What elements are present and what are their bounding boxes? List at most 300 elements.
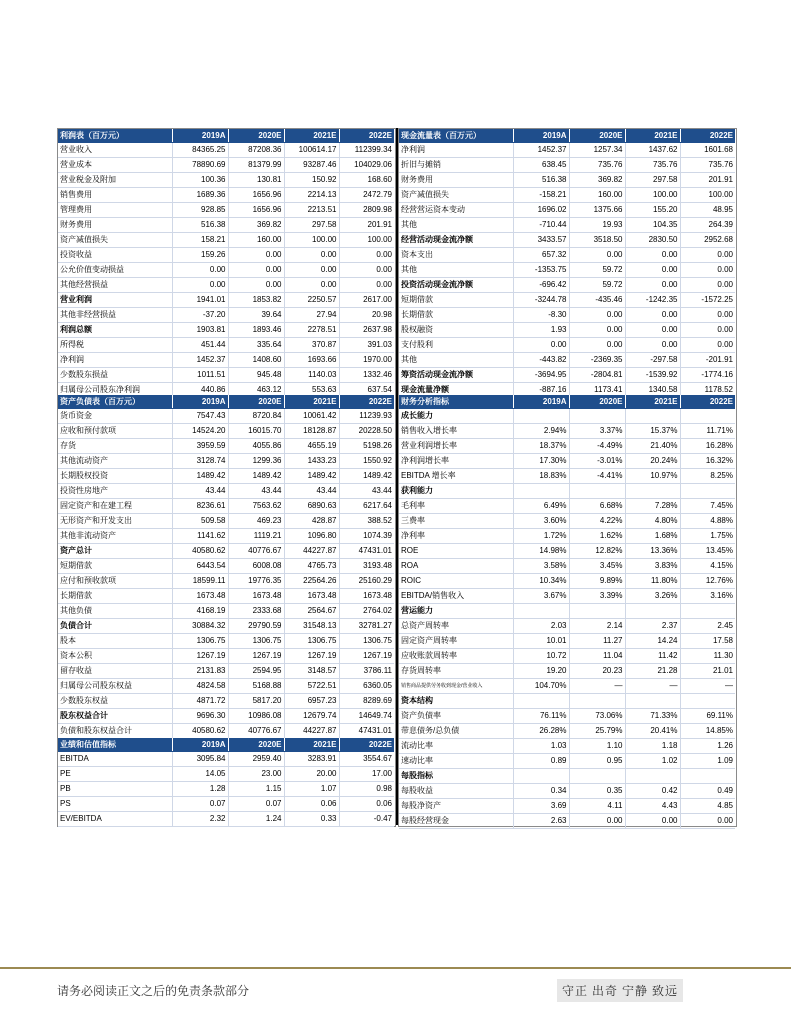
ratios-year-header: 2022E bbox=[680, 395, 735, 409]
row-value: 13.36% bbox=[625, 544, 680, 559]
row-value: 18.37% bbox=[513, 439, 569, 454]
row-value: 1489.42 bbox=[172, 469, 228, 484]
row-value: 1.93 bbox=[513, 323, 569, 338]
row-value: 2278.51 bbox=[284, 323, 339, 338]
table-row bbox=[399, 694, 735, 709]
row-value: 370.87 bbox=[284, 338, 339, 353]
row-value: 2214.13 bbox=[284, 188, 339, 203]
row-value: 16.28% bbox=[680, 439, 735, 454]
table-row bbox=[399, 529, 735, 544]
row-value: 0.00 bbox=[172, 278, 228, 293]
row-value: 158.21 bbox=[172, 233, 228, 248]
row-label: EBITDA/销售收入 bbox=[399, 589, 513, 604]
row-value: 3959.59 bbox=[172, 439, 228, 454]
table-row bbox=[399, 454, 735, 469]
table-row bbox=[58, 353, 394, 368]
row-value: 1433.23 bbox=[284, 454, 339, 469]
row-value: 19.20 bbox=[513, 664, 569, 679]
row-value: 8236.61 bbox=[172, 499, 228, 514]
row-label: 其他 bbox=[399, 218, 513, 233]
table-row bbox=[58, 619, 394, 634]
row-value: 1.28 bbox=[172, 782, 228, 797]
cash-flow-table bbox=[399, 129, 735, 398]
table-row bbox=[399, 709, 735, 724]
row-label: 固定资产周转率 bbox=[399, 634, 513, 649]
row-label: PE bbox=[58, 767, 172, 782]
table-row bbox=[58, 188, 394, 203]
row-value: 201.91 bbox=[339, 218, 394, 233]
row-value bbox=[513, 484, 569, 499]
row-value: 1257.34 bbox=[569, 143, 625, 158]
row-value: 6.49% bbox=[513, 499, 569, 514]
row-value: 6360.05 bbox=[339, 679, 394, 694]
table-row bbox=[399, 754, 735, 769]
row-label: ROE bbox=[399, 544, 513, 559]
row-value: 100.00 bbox=[339, 233, 394, 248]
row-value: 11.30 bbox=[680, 649, 735, 664]
row-label: ROA bbox=[399, 559, 513, 574]
row-label: 每股收益 bbox=[399, 784, 513, 799]
row-value: 1332.46 bbox=[339, 368, 394, 383]
row-value: -887.16 bbox=[513, 383, 569, 398]
row-value: 6008.08 bbox=[228, 559, 284, 574]
row-value: 2830.50 bbox=[625, 233, 680, 248]
table-row bbox=[58, 263, 394, 278]
table-row bbox=[58, 424, 394, 439]
row-value: 2564.67 bbox=[284, 604, 339, 619]
row-value: 10.34% bbox=[513, 574, 569, 589]
row-value: 1452.37 bbox=[513, 143, 569, 158]
row-value: 0.07 bbox=[228, 797, 284, 812]
row-value: 0.00 bbox=[228, 278, 284, 293]
row-value: 5198.26 bbox=[339, 439, 394, 454]
row-label: 存货周转率 bbox=[399, 664, 513, 679]
row-value: -696.42 bbox=[513, 278, 569, 293]
row-value bbox=[625, 769, 680, 784]
row-value: 39.64 bbox=[228, 308, 284, 323]
row-label: 毛利率 bbox=[399, 499, 513, 514]
row-label: 投资收益 bbox=[58, 248, 172, 263]
table-row bbox=[58, 664, 394, 679]
row-label: 归属母公司股东权益 bbox=[58, 679, 172, 694]
row-label: 现金流量净额 bbox=[399, 383, 513, 398]
row-value: 40776.67 bbox=[228, 724, 284, 739]
row-value: 150.92 bbox=[284, 173, 339, 188]
row-value: 10986.08 bbox=[228, 709, 284, 724]
row-value: 4.11 bbox=[569, 799, 625, 814]
row-value: 100.00 bbox=[625, 188, 680, 203]
row-value: -2804.81 bbox=[569, 368, 625, 383]
row-value bbox=[625, 409, 680, 424]
table-row bbox=[58, 812, 394, 827]
table-row bbox=[58, 499, 394, 514]
row-value: 2333.68 bbox=[228, 604, 284, 619]
table-row bbox=[58, 679, 394, 694]
row-value: 12.82% bbox=[569, 544, 625, 559]
row-value: 8289.69 bbox=[339, 694, 394, 709]
table-row bbox=[399, 769, 735, 784]
row-value: 3554.67 bbox=[339, 752, 394, 767]
row-label: 其他负债 bbox=[58, 604, 172, 619]
balance-year-header: 2019A bbox=[172, 395, 228, 409]
row-value: 2250.57 bbox=[284, 293, 339, 308]
row-value: 9696.30 bbox=[172, 709, 228, 724]
row-value: 1941.01 bbox=[172, 293, 228, 308]
row-value: 2472.79 bbox=[339, 188, 394, 203]
table-row bbox=[58, 529, 394, 544]
row-value: 391.03 bbox=[339, 338, 394, 353]
row-value: 0.00 bbox=[284, 263, 339, 278]
valuation-header-row bbox=[58, 738, 394, 752]
row-label: 公允价值变动损益 bbox=[58, 263, 172, 278]
table-row bbox=[58, 767, 394, 782]
row-value: 0.33 bbox=[284, 812, 339, 827]
valuation-year-header: 2022E bbox=[339, 738, 394, 752]
row-value: 1.24 bbox=[228, 812, 284, 827]
table-row bbox=[399, 308, 735, 323]
row-value: 3283.91 bbox=[284, 752, 339, 767]
row-value: 1.26 bbox=[680, 739, 735, 754]
row-value: 0.35 bbox=[569, 784, 625, 799]
balance-year-header: 2020E bbox=[228, 395, 284, 409]
row-value bbox=[569, 604, 625, 619]
row-value: — bbox=[569, 679, 625, 694]
row-value: 0.00 bbox=[680, 263, 735, 278]
row-value: 1673.48 bbox=[284, 589, 339, 604]
income-year-header: 2021E bbox=[284, 129, 339, 143]
row-value: 7.28% bbox=[625, 499, 680, 514]
row-value: 59.72 bbox=[569, 278, 625, 293]
row-value: 1306.75 bbox=[339, 634, 394, 649]
row-value: 2.45 bbox=[680, 619, 735, 634]
row-value: 2.14 bbox=[569, 619, 625, 634]
row-value: 0.00 bbox=[680, 323, 735, 338]
cashflow-year-header: 2019A bbox=[513, 129, 569, 143]
cashflow-year-header: 2022E bbox=[680, 129, 735, 143]
ratios-year-header: 2021E bbox=[625, 395, 680, 409]
row-value: 1.09 bbox=[680, 754, 735, 769]
table-row bbox=[399, 353, 735, 368]
table-row bbox=[399, 559, 735, 574]
row-value: 160.00 bbox=[569, 188, 625, 203]
table-row bbox=[58, 409, 394, 424]
row-value: 30884.32 bbox=[172, 619, 228, 634]
row-value bbox=[569, 409, 625, 424]
row-value: 44227.87 bbox=[284, 544, 339, 559]
row-value: 3.45% bbox=[569, 559, 625, 574]
row-label: 其他非流动资产 bbox=[58, 529, 172, 544]
row-label: 其他 bbox=[399, 353, 513, 368]
row-value: 26.28% bbox=[513, 724, 569, 739]
row-value: 0.00 bbox=[680, 308, 735, 323]
row-value: 104.35 bbox=[625, 218, 680, 233]
row-label: 其他 bbox=[399, 263, 513, 278]
row-value: 0.00 bbox=[680, 814, 735, 829]
row-value: 4.43 bbox=[625, 799, 680, 814]
table-row bbox=[58, 752, 394, 767]
row-label: 短期借款 bbox=[58, 559, 172, 574]
row-value bbox=[513, 694, 569, 709]
row-label: 财务费用 bbox=[399, 173, 513, 188]
row-value: 1673.48 bbox=[172, 589, 228, 604]
table-row bbox=[399, 143, 735, 158]
row-value: 1656.96 bbox=[228, 203, 284, 218]
row-label: 负债和股东权益合计 bbox=[58, 724, 172, 739]
table-row bbox=[399, 619, 735, 634]
valuation-year-header: 2021E bbox=[284, 738, 339, 752]
footer-rule bbox=[0, 967, 791, 969]
row-label: PB bbox=[58, 782, 172, 797]
row-value: 4.85 bbox=[680, 799, 735, 814]
row-label: 长期股权投资 bbox=[58, 469, 172, 484]
row-value: 4.88% bbox=[680, 514, 735, 529]
row-value: 0.00 bbox=[625, 263, 680, 278]
row-label: 营业利润 bbox=[58, 293, 172, 308]
row-label: 投资活动现金流净额 bbox=[399, 278, 513, 293]
row-label: 股东权益合计 bbox=[58, 709, 172, 724]
row-value: 4824.58 bbox=[172, 679, 228, 694]
row-value: 1306.75 bbox=[228, 634, 284, 649]
row-value: 81379.99 bbox=[228, 158, 284, 173]
row-value: 0.00 bbox=[172, 263, 228, 278]
row-value: 388.52 bbox=[339, 514, 394, 529]
row-value: -1353.75 bbox=[513, 263, 569, 278]
row-value: 3193.48 bbox=[339, 559, 394, 574]
row-value: 1656.96 bbox=[228, 188, 284, 203]
row-value: 87208.36 bbox=[228, 143, 284, 158]
row-value: 21.28 bbox=[625, 664, 680, 679]
row-value: 1970.00 bbox=[339, 353, 394, 368]
row-value: 1119.21 bbox=[228, 529, 284, 544]
row-value: 638.45 bbox=[513, 158, 569, 173]
row-value: 0.06 bbox=[339, 797, 394, 812]
row-value bbox=[513, 409, 569, 424]
row-value: 1.62% bbox=[569, 529, 625, 544]
row-value: 3.37% bbox=[569, 424, 625, 439]
row-value: 100.00 bbox=[680, 188, 735, 203]
row-label: 流动比率 bbox=[399, 739, 513, 754]
row-value: 5722.51 bbox=[284, 679, 339, 694]
row-value: 84365.25 bbox=[172, 143, 228, 158]
row-value: 0.00 bbox=[339, 278, 394, 293]
row-value: 47431.01 bbox=[339, 544, 394, 559]
row-value: 69.11% bbox=[680, 709, 735, 724]
row-value: 1306.75 bbox=[284, 634, 339, 649]
row-value: — bbox=[680, 679, 735, 694]
table-row bbox=[58, 218, 394, 233]
row-value: 71.33% bbox=[625, 709, 680, 724]
row-value: 509.58 bbox=[172, 514, 228, 529]
table-row bbox=[399, 278, 735, 293]
table-row bbox=[399, 323, 735, 338]
row-value: 14.85% bbox=[680, 724, 735, 739]
table-row bbox=[58, 143, 394, 158]
row-value: 4055.86 bbox=[228, 439, 284, 454]
row-value: 1.10 bbox=[569, 739, 625, 754]
row-label: 净利率 bbox=[399, 529, 513, 544]
row-label: 股权融资 bbox=[399, 323, 513, 338]
row-value: 3518.50 bbox=[569, 233, 625, 248]
table-row bbox=[399, 469, 735, 484]
row-value: 637.54 bbox=[339, 383, 394, 398]
row-value: 4655.19 bbox=[284, 439, 339, 454]
row-value: 657.32 bbox=[513, 248, 569, 263]
row-label: 资本支出 bbox=[399, 248, 513, 263]
row-value: 25.79% bbox=[569, 724, 625, 739]
row-value: -201.91 bbox=[680, 353, 735, 368]
row-value: 14649.74 bbox=[339, 709, 394, 724]
row-label: 销售费用 bbox=[58, 188, 172, 203]
row-value: 0.00 bbox=[625, 323, 680, 338]
row-value: 0.49 bbox=[680, 784, 735, 799]
row-value: 13.45% bbox=[680, 544, 735, 559]
valuation-title: 业绩和估值指标 bbox=[58, 738, 172, 752]
row-value: 0.00 bbox=[680, 338, 735, 353]
table-row bbox=[58, 308, 394, 323]
row-value: 1375.66 bbox=[569, 203, 625, 218]
row-value: 11.71% bbox=[680, 424, 735, 439]
income-statement-table bbox=[58, 129, 394, 398]
row-value: 1.68% bbox=[625, 529, 680, 544]
table-row bbox=[399, 649, 735, 664]
row-label: 其他非经营损益 bbox=[58, 308, 172, 323]
table-row bbox=[399, 173, 735, 188]
row-value: 0.00 bbox=[569, 248, 625, 263]
table-row bbox=[399, 679, 735, 694]
row-value: 40580.62 bbox=[172, 544, 228, 559]
table-row bbox=[58, 649, 394, 664]
row-value: 160.00 bbox=[228, 233, 284, 248]
row-value: 1673.48 bbox=[339, 589, 394, 604]
row-value bbox=[680, 409, 735, 424]
row-value: 735.76 bbox=[680, 158, 735, 173]
row-value: 11239.93 bbox=[339, 409, 394, 424]
table-row bbox=[399, 188, 735, 203]
row-value: 3.60% bbox=[513, 514, 569, 529]
row-value: 1550.92 bbox=[339, 454, 394, 469]
row-value: 14.05 bbox=[172, 767, 228, 782]
row-value: 440.86 bbox=[172, 383, 228, 398]
table-row bbox=[58, 454, 394, 469]
row-label: 少数股东权益 bbox=[58, 694, 172, 709]
row-value: 0.00 bbox=[625, 338, 680, 353]
row-value: -8.30 bbox=[513, 308, 569, 323]
row-value: 516.38 bbox=[513, 173, 569, 188]
row-value: 553.63 bbox=[284, 383, 339, 398]
row-value: 11.04 bbox=[569, 649, 625, 664]
row-value: 6443.54 bbox=[172, 559, 228, 574]
row-value: 1340.58 bbox=[625, 383, 680, 398]
row-label: 销售商品提供劳务收到现金/营业收入 bbox=[399, 679, 513, 694]
row-value: 1903.81 bbox=[172, 323, 228, 338]
row-value: 0.00 bbox=[339, 263, 394, 278]
table-row bbox=[399, 799, 735, 814]
row-label: 总资产周转率 bbox=[399, 619, 513, 634]
row-value: 2764.02 bbox=[339, 604, 394, 619]
row-value: 18599.11 bbox=[172, 574, 228, 589]
row-label: 净利润增长率 bbox=[399, 454, 513, 469]
row-value: 3.26% bbox=[625, 589, 680, 604]
row-label: 净利润 bbox=[399, 143, 513, 158]
row-value: 100.36 bbox=[172, 173, 228, 188]
row-value: 0.98 bbox=[339, 782, 394, 797]
row-value: 3.83% bbox=[625, 559, 680, 574]
row-value: -710.44 bbox=[513, 218, 569, 233]
row-value: 11.42 bbox=[625, 649, 680, 664]
row-value: 100.00 bbox=[284, 233, 339, 248]
row-value: -435.46 bbox=[569, 293, 625, 308]
row-value: 11.27 bbox=[569, 634, 625, 649]
row-value: 297.58 bbox=[625, 173, 680, 188]
row-label: 短期借款 bbox=[399, 293, 513, 308]
row-value: 264.39 bbox=[680, 218, 735, 233]
valuation-year-header: 2020E bbox=[228, 738, 284, 752]
row-value: 18.83% bbox=[513, 469, 569, 484]
row-value: 29790.59 bbox=[228, 619, 284, 634]
row-label: 资本结构 bbox=[399, 694, 513, 709]
table-row bbox=[399, 368, 735, 383]
row-label: 获利能力 bbox=[399, 484, 513, 499]
table-row bbox=[58, 694, 394, 709]
row-value: 40580.62 bbox=[172, 724, 228, 739]
table-row bbox=[58, 368, 394, 383]
row-value: 0.00 bbox=[284, 248, 339, 263]
row-value bbox=[625, 484, 680, 499]
row-value bbox=[513, 769, 569, 784]
row-label: 净利润 bbox=[58, 353, 172, 368]
row-label: 速动比率 bbox=[399, 754, 513, 769]
row-value: 1893.46 bbox=[228, 323, 284, 338]
row-value: 10.97% bbox=[625, 469, 680, 484]
row-value: 43.44 bbox=[228, 484, 284, 499]
table-row bbox=[399, 203, 735, 218]
row-value: 17.00 bbox=[339, 767, 394, 782]
row-value: 1693.66 bbox=[284, 353, 339, 368]
row-label: 其他经营损益 bbox=[58, 278, 172, 293]
row-value bbox=[513, 604, 569, 619]
table-row bbox=[58, 173, 394, 188]
row-label: 无形资产和开发支出 bbox=[58, 514, 172, 529]
row-value: 1489.42 bbox=[339, 469, 394, 484]
row-value: 1299.36 bbox=[228, 454, 284, 469]
table-row bbox=[399, 338, 735, 353]
row-value: 14.98% bbox=[513, 544, 569, 559]
row-value: 1074.39 bbox=[339, 529, 394, 544]
row-value: -3244.78 bbox=[513, 293, 569, 308]
row-value: 14.24 bbox=[625, 634, 680, 649]
table-row bbox=[58, 278, 394, 293]
row-value: 9.89% bbox=[569, 574, 625, 589]
row-value: -443.82 bbox=[513, 353, 569, 368]
row-value: 1141.62 bbox=[172, 529, 228, 544]
row-label: 负债合计 bbox=[58, 619, 172, 634]
row-value: 1689.36 bbox=[172, 188, 228, 203]
row-value: 43.44 bbox=[284, 484, 339, 499]
balance-sheet-table bbox=[58, 395, 394, 739]
row-value: 1267.19 bbox=[228, 649, 284, 664]
row-value: 16.32% bbox=[680, 454, 735, 469]
table-row bbox=[58, 338, 394, 353]
row-value: 1.07 bbox=[284, 782, 339, 797]
table-row bbox=[399, 739, 735, 754]
ratios-header-row bbox=[399, 395, 735, 409]
row-value: 428.87 bbox=[284, 514, 339, 529]
row-value: 32781.27 bbox=[339, 619, 394, 634]
row-value: 25160.29 bbox=[339, 574, 394, 589]
row-value: 73.06% bbox=[569, 709, 625, 724]
row-value: 0.00 bbox=[569, 338, 625, 353]
row-label: EBITDA 增长率 bbox=[399, 469, 513, 484]
